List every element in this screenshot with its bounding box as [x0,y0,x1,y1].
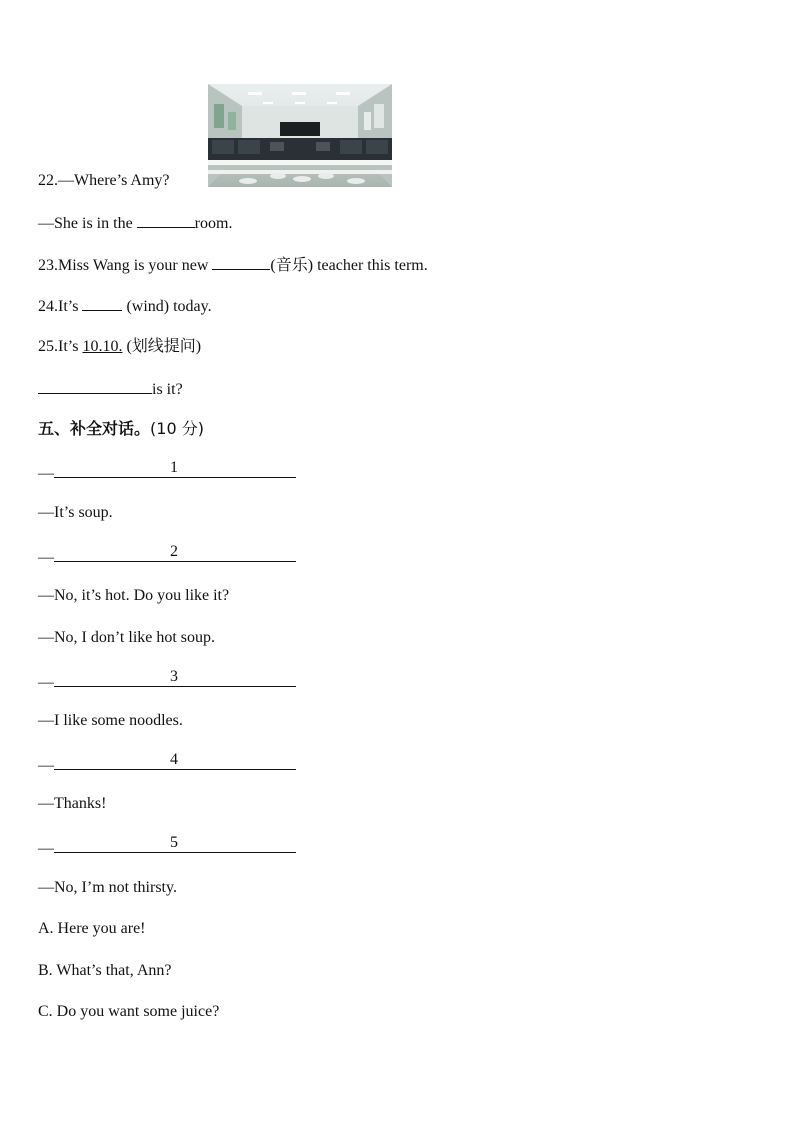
dialogue-reply: —It’s soup. [38,504,113,521]
dialogue-blank-line[interactable] [54,836,296,853]
answer-blank[interactable] [212,254,270,270]
option-text: B. What’s that, Ann? [38,962,172,979]
section-5-heading [38,419,204,439]
dialogue-blank-3 [38,670,296,693]
dialogue-reply-1 [38,503,113,523]
dialogue-blank-5 [38,836,296,859]
section-5-points: (10 分) [150,419,204,438]
option-b [38,961,171,981]
dialogue-blank-2 [38,545,296,568]
dialogue-reply-3 [38,628,215,648]
dialogue-dash: — [38,465,54,482]
option-text: C. Do you want some juice? [38,1003,220,1020]
question-25-answer [38,378,183,400]
dialogue-reply: —I like some noodles. [38,712,183,729]
question-25-hint: (划线提问) [122,338,202,355]
dialogue-dash: — [38,674,54,691]
option-text: A. Here you are! [38,920,146,937]
question-23-prefix: 23.Miss Wang is your new [38,257,213,274]
question-25-prefix: 25.It’s [38,338,83,355]
option-c [38,1002,219,1022]
question-22-answer-suffix: room. [194,215,233,232]
dialogue-reply: —No, I’m not thirsty. [38,879,177,896]
dialogue-reply: —Thanks! [38,795,107,812]
dialogue-dash: — [38,549,54,566]
dialogue-dash: — [38,757,54,774]
answer-blank[interactable] [137,212,195,228]
dialogue-blank-1 [38,461,296,484]
question-22-answer-prefix: —She is in the [38,215,137,232]
answer-blank[interactable] [82,295,122,311]
dialogue-blank-line[interactable] [54,753,296,770]
question-25-underlined: 10.10. [82,338,123,355]
dialogue-blank-line[interactable] [54,670,296,687]
question-23 [38,254,428,276]
question-24 [38,295,212,317]
blank-number: 4 [170,751,178,768]
blank-number: 3 [170,668,178,685]
dialogue-reply-4 [38,711,183,731]
dialogue-blank-line[interactable] [54,545,296,562]
question-23-suffix: teacher this term. [313,257,428,274]
dialogue-blank-line[interactable] [54,461,296,478]
dialogue-reply: —No, I don’t like hot soup. [38,629,216,646]
blank-number: 1 [170,459,178,476]
question-22-text: 22.—Where’s Amy? [38,172,170,189]
computer-room-illustration [208,84,392,187]
dialogue-blank-4 [38,753,296,776]
question-25 [38,337,201,357]
answer-blank[interactable] [38,378,152,394]
dialogue-dash: — [38,840,54,857]
question-24-suffix: (wind) today. [122,298,212,315]
dialogue-reply-2 [38,586,229,606]
question-24-prefix: 24.It’s [38,298,83,315]
dialogue-reply-5 [38,794,106,814]
dialogue-reply-6 [38,878,177,898]
blank-number: 2 [170,543,178,560]
blank-number: 5 [170,834,178,851]
computer-room-photo [208,84,392,187]
section-5-title: 五、补全对话。 [38,419,151,438]
question-25-answer-suffix: is it? [152,381,183,398]
dialogue-reply: —No, it’s hot. Do you like it? [38,587,230,604]
question-22 [38,171,170,191]
question-23-hint: (音乐) [270,257,314,274]
question-22-answer [38,212,232,234]
option-a [38,919,146,939]
